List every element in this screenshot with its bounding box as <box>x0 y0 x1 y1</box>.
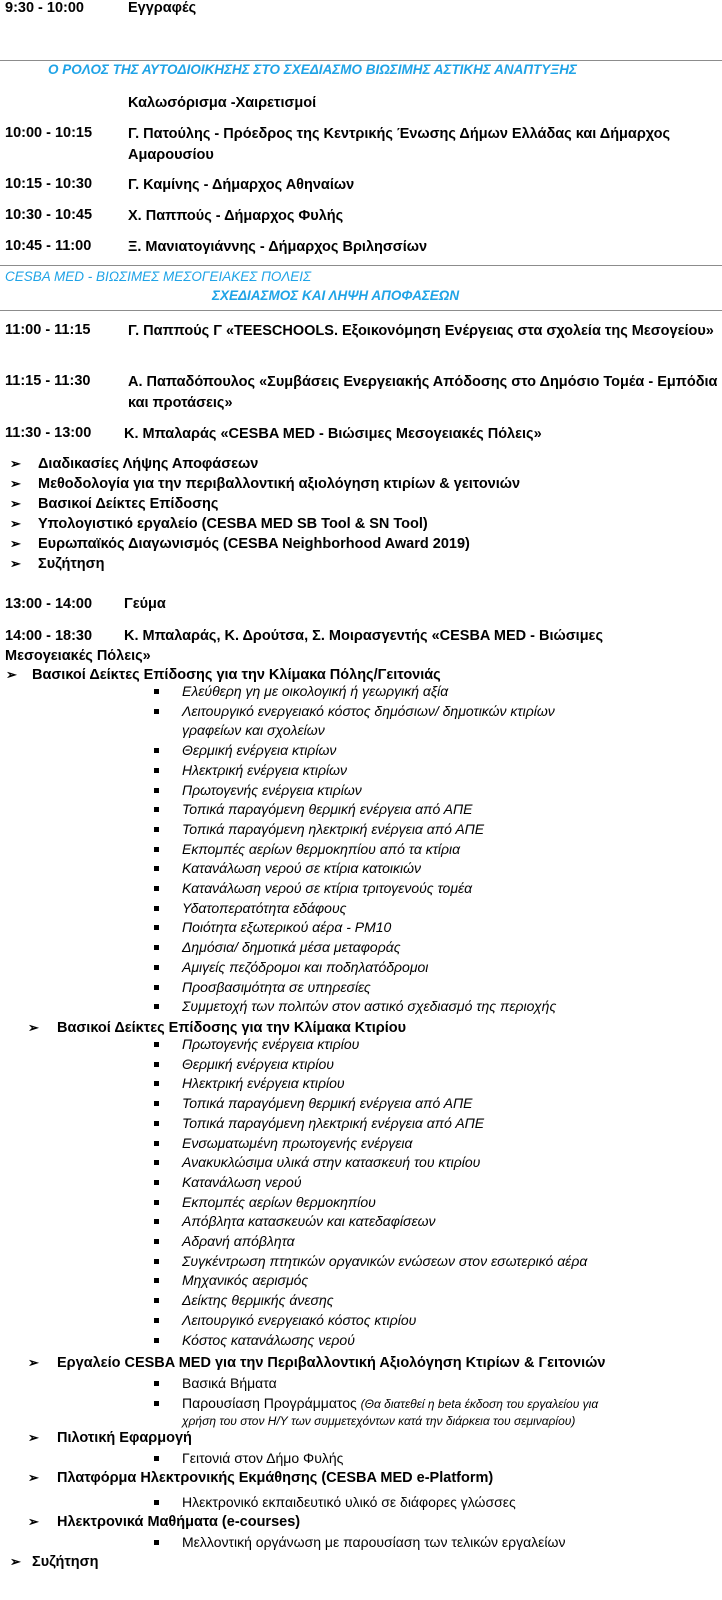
list-item: Τοπικά παραγόμενη θερμική ενέργεια από ΑΠΕ <box>182 1095 473 1112</box>
square-bullet-icon <box>154 788 159 793</box>
section-title-cesba: CESBA MED - ΒΙΩΣΙΜΕΣ ΜΕΣΟΓΕΙΑΚΕΣ ΠΟΛΕΙΣ <box>5 269 312 284</box>
list-item: Τοπικά παραγόμενη θερμική ενέργεια από ΑΠΕ <box>182 801 473 818</box>
time-13-00: 13:00 - 14:00 <box>5 596 93 612</box>
arrow-bullet-icon: ➢ <box>28 1020 39 1035</box>
talk-afternoon-cont: Μεσογειακές Πόλεις» <box>5 648 151 664</box>
talk-afternoon: Κ. Μπαλαράς, Κ. Δρούτσα, Σ. Μοιρασγεντής «CESBA MED - Βιώσιμες <box>124 628 603 644</box>
list-item: Ενσωματωμένη πρωτογενής ενέργεια <box>182 1134 413 1151</box>
list-item: Προσβασιμότητα σε υπηρεσίες <box>182 978 371 995</box>
time-11-30: 11:30 - 13:00 <box>5 425 92 441</box>
list-item: Συγκέντρωση πτητικών οργανικών ενώσεων στον εσωτερικό αέρα <box>182 1252 588 1269</box>
arrow-bullet-icon: ➢ <box>10 456 21 471</box>
square-bullet-icon <box>154 1101 159 1106</box>
list-item: Ηλεκτρική ενέργεια κτιρίου <box>182 1075 345 1092</box>
list-item: Ευρωπαϊκός Διαγωνισμός (CESBA Neighborhood Award 2019) <box>38 536 470 552</box>
square-bullet-icon <box>154 1160 159 1165</box>
list-item: Υδατοπερατότητα εδάφους <box>182 899 347 916</box>
square-bullet-icon <box>154 1121 159 1126</box>
list-item: Κατανάλωση νερού <box>182 1173 302 1190</box>
time-11-00: 11:00 - 11:15 <box>5 322 91 338</box>
list-item: Τοπικά παραγόμενη ηλεκτρική ενέργεια από ΑΠΕ <box>182 1114 485 1131</box>
arrow-bullet-icon: ➢ <box>28 1470 39 1485</box>
square-bullet-icon <box>154 1318 159 1323</box>
list-item: Ελεύθερη γη με οικολογική ή γεωργική αξία <box>182 683 449 699</box>
list-item: Διαδικασίες Λήψης Αποφάσεων <box>38 456 259 472</box>
square-bullet-icon <box>154 1081 159 1086</box>
square-bullet-icon <box>154 1200 159 1205</box>
list-item: Μηχανικός αερισμός <box>182 1272 309 1289</box>
speaker-patoulis: Γ. Πατούλης - Πρόεδρος της Κεντρικής Ένωσης Δήμων Ελλάδας και Δήμαρχος Αμαρουσίου <box>128 126 671 163</box>
list-item: Ηλεκτρική ενέργεια κτιρίων <box>182 761 348 778</box>
talk-papadopoulos: Α. Παπαδόπουλος «Συμβάσεις Ενεργειακής Απόδοσης στο Δημόσιο Τομέα - Εμπόδια και προτάσεις» <box>128 374 718 411</box>
square-bullet-icon <box>154 866 159 871</box>
program-presentation: Παρουσίαση Προγράμματος <box>182 1395 357 1411</box>
speaker-pappous: Χ. Παππούς - Δήμαρχος Φυλής <box>128 208 344 224</box>
list-item: Εκπομπές αερίων θερμοκηπίου <box>182 1193 376 1210</box>
arrow-bullet-icon: ➢ <box>10 476 21 491</box>
list-item: Υπολογιστικό εργαλείο (CESBA MED SB Tool & SN Tool) <box>38 516 428 532</box>
group-title-pilot: Πιλοτική Εφαρμογή <box>57 1430 192 1446</box>
list-item: Κατανάλωση νερού σε κτίρια τριτογενούς τομέα <box>182 880 473 896</box>
square-bullet-icon <box>154 1180 159 1185</box>
list-item: Πρωτογενής ενέργεια κτιρίων <box>182 781 362 798</box>
arrow-bullet-icon: ➢ <box>10 536 21 551</box>
list-item: Λειτουργικό ενεργειακό κόστος κτιρίου <box>182 1311 417 1328</box>
registration-label: Εγγραφές <box>128 0 197 16</box>
list-item: Κόστος κατανάλωσης νερού <box>182 1331 355 1348</box>
square-bullet-icon <box>154 1401 159 1406</box>
square-bullet-icon <box>154 1239 159 1244</box>
square-bullet-icon <box>154 807 159 812</box>
list-item: Ηλεκτρονικό εκπαιδευτικό υλικό σε διάφορες γλώσσες <box>182 1494 516 1510</box>
square-bullet-icon <box>154 1219 159 1224</box>
group-title-building-kpi: Βασικοί Δείκτες Επίδοσης για την Κλίμακα Κτιρίου <box>57 1020 407 1036</box>
list-item: Μεθοδολογία για την περιβαλλοντική αξιολόγηση κτιρίων & γειτονιών <box>38 476 521 492</box>
list-item: Δημόσια/ δημοτικά μέσα μεταφοράς <box>182 939 401 956</box>
group-title-platform: Πλατφόρμα Ηλεκτρονικής Εκμάθησης (CESBA MED e-Platform) <box>57 1470 494 1486</box>
square-bullet-icon <box>154 886 159 891</box>
arrow-bullet-icon: ➢ <box>28 1355 39 1370</box>
time-10-30: 10:30 - 10:45 <box>5 207 93 223</box>
arrow-bullet-icon: ➢ <box>10 496 21 511</box>
list-item: Κατανάλωση νερού σε κτίρια κατοικιών <box>182 860 421 877</box>
divider <box>0 265 722 266</box>
time-14-00: 14:00 - 18:30 <box>5 628 93 644</box>
divider <box>0 60 722 61</box>
time-11-15: 11:15 - 11:30 <box>5 373 91 389</box>
square-bullet-icon <box>154 1540 159 1545</box>
square-bullet-icon <box>154 1004 159 1009</box>
arrow-bullet-icon: ➢ <box>10 1554 21 1569</box>
square-bullet-icon <box>154 1278 159 1283</box>
list-item <box>182 1395 598 1411</box>
time-registration: 9:30 - 10:00 <box>5 0 84 16</box>
list-item: Τοπικά παραγόμενη ηλεκτρική ενέργεια από ΑΠΕ <box>182 820 485 837</box>
arrow-bullet-icon: ➢ <box>28 1430 39 1445</box>
square-bullet-icon <box>154 847 159 852</box>
square-bullet-icon <box>154 906 159 911</box>
group-title-discussion: Συζήτηση <box>32 1554 99 1570</box>
list-item: Αμιγείς πεζόδρομοι και ποδηλατόδρομοι <box>182 958 429 975</box>
list-item: γραφείων και σχολείων <box>182 722 325 739</box>
list-item: Δείκτης θερμικής άνεσης <box>182 1292 334 1309</box>
list-item: Πρωτογενής ενέργεια κτιρίου <box>182 1036 360 1052</box>
square-bullet-icon <box>154 1338 159 1343</box>
program-note-cont: χρήση του στον Η/Υ των συμμετεχόντων κατά την διάρκεια του σεμιναρίου) <box>182 1414 576 1428</box>
square-bullet-icon <box>154 965 159 970</box>
arrow-bullet-icon: ➢ <box>10 516 21 531</box>
arrow-bullet-icon: ➢ <box>10 556 21 571</box>
square-bullet-icon <box>154 1259 159 1264</box>
square-bullet-icon <box>154 945 159 950</box>
square-bullet-icon <box>154 1381 159 1386</box>
list-item: Θερμική ενέργεια κτιρίου <box>182 1055 334 1072</box>
list-item: Λειτουργικό ενεργειακό κόστος δημόσιων/ δημοτικών κτιρίων <box>182 702 555 719</box>
list-item: Απόβλητα κατασκευών και κατεδαφίσεων <box>182 1213 436 1230</box>
time-10-15: 10:15 - 10:30 <box>5 176 93 192</box>
list-item: Συμμετοχή των πολιτών στον αστικό σχεδιασμό της περιοχής <box>182 998 557 1015</box>
list-item: Αδρανή απόβλητα <box>182 1233 295 1249</box>
list-item: Μελλοντική οργάνωση με παρουσίαση των τελικών εργαλείων <box>182 1534 566 1550</box>
square-bullet-icon <box>154 1141 159 1146</box>
list-item: Εκπομπές αερίων θερμοκηπίου από τα κτίρια <box>182 840 461 857</box>
square-bullet-icon <box>154 827 159 832</box>
section-subtitle-planning: ΣΧΕΔΙΑΣΜΟΣ ΚΑΙ ΛΗΨΗ ΑΠΟΦΑΣΕΩΝ <box>212 288 460 303</box>
list-item: Γειτονιά στον Δήμο Φυλής <box>182 1450 344 1466</box>
list-item: Βασικοί Δείκτες Επίδοσης <box>38 496 219 512</box>
group-title-city-kpi: Βασικοί Δείκτες Επίδοσης για την Κλίμακα Πόλης/Γειτονιάς <box>32 667 441 683</box>
talk-teeschools: Γ. Παππούς Γ «TEESCHOOLS. Εξοικονόμηση Ενέργειας στα σχολεία της Μεσογείου» <box>128 323 714 339</box>
talk-balaras: Κ. Μπαλαράς «CESBA MED - Βιώσιμες Μεσογειακές Πόλεις» <box>124 426 542 442</box>
list-item: Θερμική ενέργεια κτιρίων <box>182 742 337 759</box>
welcome-label: Καλωσόρισμα -Χαιρετισμοί <box>128 95 317 111</box>
list-item: Ανακυκλώσιμα υλικά στην κατασκευή του κτιρίου <box>182 1154 481 1171</box>
square-bullet-icon <box>154 1456 159 1461</box>
arrow-bullet-icon: ➢ <box>6 667 17 682</box>
square-bullet-icon <box>154 1062 159 1067</box>
program-note: (Θα διατεθεί η beta έκδοση του εργαλείου για <box>360 1397 599 1411</box>
square-bullet-icon <box>154 689 159 694</box>
lunch-label: Γεύμα <box>124 596 166 612</box>
time-10-00: 10:00 - 10:15 <box>5 125 93 141</box>
section-title-role: Ο ΡΟΛΟΣ ΤΗΣ ΑΥΤΟΔΙΟΙΚΗΣΗΣ ΣΤΟ ΣΧΕΔΙΑΣΜΟ ΒΙΩΣΙΜΗΣ ΑΣΤΙΚΗΣ ΑΝΑΠΤΥΞΗΣ <box>48 62 577 77</box>
speaker-kaminis: Γ. Καμίνης - Δήμαρχος Αθηναίων <box>128 177 355 193</box>
square-bullet-icon <box>154 709 159 714</box>
list-item: Βασικά Βήματα <box>182 1375 277 1391</box>
group-title-ecourses: Ηλεκτρονικά Μαθήματα (e-courses) <box>57 1514 301 1530</box>
time-10-45: 10:45 - 11:00 <box>5 238 92 254</box>
speaker-maniatogiannis: Ξ. Μανιατογιάννης - Δήμαρχος Βριλησσίων <box>128 239 428 255</box>
square-bullet-icon <box>154 925 159 930</box>
list-item: Συζήτηση <box>38 556 105 572</box>
square-bullet-icon <box>154 768 159 773</box>
square-bullet-icon <box>154 985 159 990</box>
list-item: Ποιότητα εξωτερικού αέρα - PM10 <box>182 919 392 936</box>
square-bullet-icon <box>154 1500 159 1505</box>
arrow-bullet-icon: ➢ <box>28 1514 39 1529</box>
group-title-tool: Εργαλείο CESBA MED για την Περιβαλλοντική Αξιολόγηση Κτιρίων & Γειτονιών <box>57 1355 606 1371</box>
square-bullet-icon <box>154 1042 159 1047</box>
divider <box>0 310 722 311</box>
square-bullet-icon <box>154 1298 159 1303</box>
square-bullet-icon <box>154 748 159 753</box>
